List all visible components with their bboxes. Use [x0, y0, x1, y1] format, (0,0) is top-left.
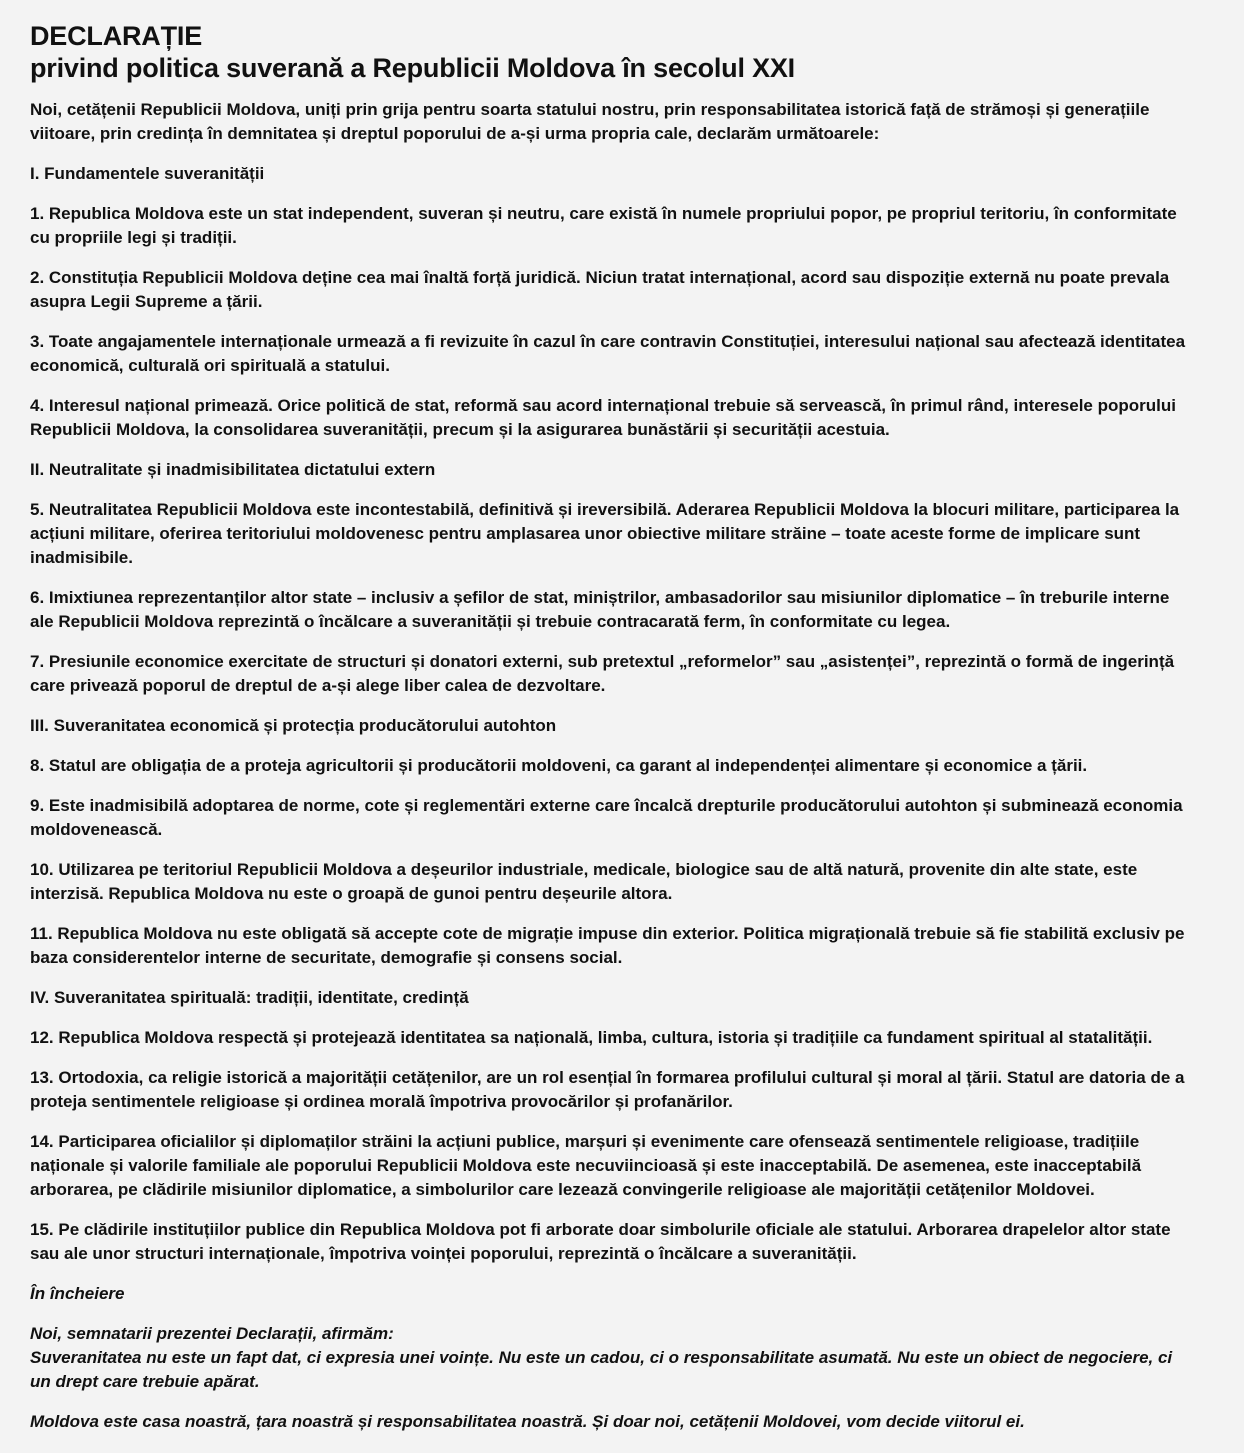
article-2: 2. Constituția Republicii Moldova deține cea mai înaltă forță juridică. Niciun tratat internațional, acord sau dispoziție externă nu poate prevala asupra Legii Supreme a țării.: [30, 268, 1170, 311]
conclusion-final: Moldova este casa noastră, țara noastră și responsabilitatea noastră. Și doar noi, cetățenii Moldovei, vom decide viitorul ei.: [30, 1412, 1025, 1431]
document-title: [30, 20, 1190, 84]
conclusion-affirmation-line-1: Noi, semnatarii prezentei Declarații, afirmăm:: [30, 1324, 394, 1343]
article-5: 5. Neutralitatea Republicii Moldova este incontestabilă, definitivă și ireversibilă. Aderarea Republicii Moldova la blocuri militare, participarea la acțiuni militare, oferirea teritoriului moldovenesc pentru amplasarea unor obiective militare străine – toate aceste forme de implicare sunt inadmisibile.: [30, 500, 1180, 567]
section-heading-1: I. Fundamentele suveranității: [30, 164, 265, 183]
article-10: 10. Utilizarea pe teritoriul Republicii Moldova a deșeurilor industriale, medicale, biologice sau de altă natură, provenite din alte state, este interzisă. Republica Moldova nu este o groapă de gunoi pentru deșeurile altora.: [30, 860, 1138, 903]
conclusion-affirmation-line-2: Suveranitatea nu este un fapt dat, ci expresia unei voințe. Nu este un cadou, ci o responsabilitate asumată. Nu este un obiect de negociere, ci un drept care trebuie apărat.: [30, 1348, 1173, 1391]
intro-paragraph: Noi, cetățenii Republicii Moldova, uniți prin grija pentru soarta statului nostru, prin responsabilitatea istorică față de strămoși și generațiile viitoare, prin credința în demnitatea și dreptul poporului de a-și urma propria cale, declarăm următoarele:: [30, 100, 1150, 143]
article-12: 12. Republica Moldova respectă și protejează identitatea sa națională, limba, cultura, istoria și tradițiile ca fundament spiritual al statalității.: [30, 1028, 1153, 1047]
section-heading-3: III. Suveranitatea economică și protecția producătorului autohton: [30, 716, 557, 735]
title-line-1: DECLARAȚIE: [30, 21, 202, 51]
article-9: 9. Este inadmisibilă adoptarea de norme, cote și reglementări externe care încalcă drepturile producătorului autohton și subminează economia moldovenească.: [30, 796, 1183, 839]
article-3: 3. Toate angajamentele internaționale urmează a fi revizuite în cazul în care contravin Constituției, interesului național sau afectează identitatea economică, culturală ori spirituală a statului.: [30, 332, 1186, 375]
section-heading-2: II. Neutralitate și inadmisibilitatea dictatului extern: [30, 460, 436, 479]
article-7: 7. Presiunile economice exercitate de structuri și donatori externi, sub pretextul „reformelor” sau „asistenței”, reprezintă o formă de ingerință care privează poporul de dreptul de a-și alege liber calea de dezvoltare.: [30, 652, 1175, 695]
article-6: 6. Imixtiunea reprezentanților altor state – inclusiv a șefilor de stat, miniștrilor, ambasadorilor sau misiunilor diplomatice – în treburile interne ale Republicii Moldova reprezintă o încălcare a suveranității și trebuie contracarată ferm, în conformitate cu legea.: [30, 588, 1170, 631]
conclusion-heading: În încheiere: [30, 1284, 125, 1303]
article-13: 13. Ortodoxia, ca religie istorică a majorității cetățenilor, are un rol esențial în formarea profilului cultural și moral al țării. Statul are datoria de a proteja sentimentele religioase și ordinea morală împotriva provocărilor și profanărilor.: [30, 1068, 1185, 1111]
article-11: 11. Republica Moldova nu este obligată să accepte cote de migrație impuse din exterior. Politica migrațională trebuie să fie stabilită exclusiv pe baza considerentelor interne de securitate, demografie și consens social.: [30, 924, 1185, 967]
article-15: 15. Pe clădirile instituțiilor publice din Republica Moldova pot fi arborate doar simbolurile oficiale ale statului. Arborarea drapelelor altor state sau ale unor structuri internaționale, împotriva voinței poporului, reprezintă o încălcare a suveranității.: [30, 1220, 1171, 1263]
conclusion-affirmation: [30, 1322, 1190, 1394]
section-heading-4: IV. Suveranitatea spirituală: tradiții, identitate, credință: [30, 988, 469, 1007]
article-14: 14. Participarea oficialilor și diplomaților străini la acțiuni publice, marșuri și evenimente care ofensează sentimentele religioase, tradițiile naționale și valorile familiale ale poporului Republicii Moldova este necuviincioasă și este inacceptabilă. De asemenea, este inacceptabilă arborarea, pe clădirile misiunilor diplomatice, a simbolurilor care lezează convingerile religioase ale majorității cetățenilor Moldovei.: [30, 1132, 1142, 1199]
title-line-2: privind politica suverană a Republicii Moldova în secolul XXI: [30, 53, 795, 83]
declaration-document: [30, 20, 1190, 1434]
article-1: 1. Republica Moldova este un stat independent, suveran și neutru, care există în numele propriului popor, pe propriul teritoriu, în conformitate cu propriile legi și tradiții.: [30, 204, 1177, 247]
article-4: 4. Interesul național primează. Orice politică de stat, reformă sau acord internațional trebuie să servească, în primul rând, interesele poporului Republicii Moldova, la consolidarea suveranității, precum și la asigurarea bunăstării și securității acestuia.: [30, 396, 1176, 439]
article-8: 8. Statul are obligația de a proteja agricultorii și producătorii moldoveni, ca garant al independenței alimentare și economice a țării.: [30, 756, 1088, 775]
